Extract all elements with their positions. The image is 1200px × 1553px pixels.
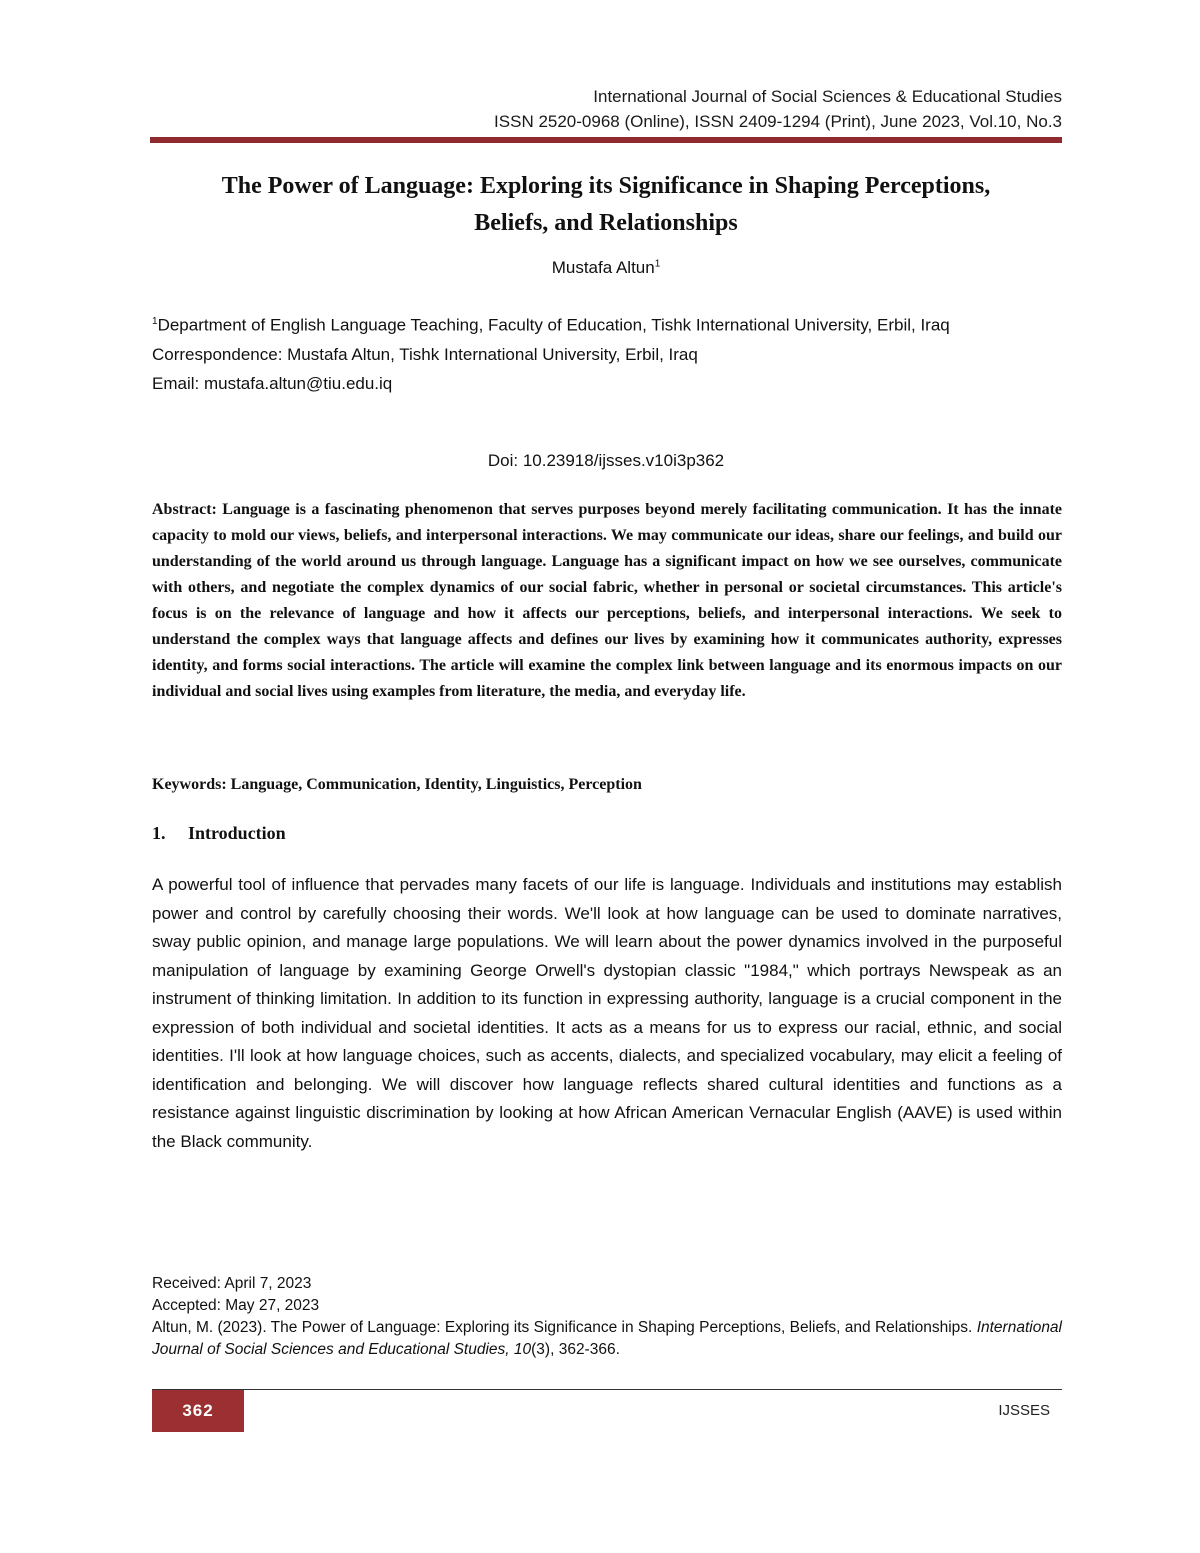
doi[interactable]: Doi: 10.23918/ijsses.v10i3p362: [487, 451, 725, 470]
citation: [152, 1317, 1062, 1361]
keywords-label: Keywords:: [152, 776, 227, 793]
author-line: [150, 258, 1062, 278]
article-title: [150, 168, 1062, 242]
citation-journal: International Journal of Social Sciences and Educational Studies, 10: [152, 1319, 1062, 1358]
email[interactable]: Email: mustafa.altun@tiu.edu.iq: [152, 373, 393, 393]
affiliation-text: Department of English Language Teaching, Faculty of Education, Tishk International University, Erbil, Iraq: [157, 315, 950, 335]
citation-tail: (3), 362-366.: [531, 1341, 620, 1358]
received-date: Received: April 7, 2023: [152, 1275, 312, 1292]
page-number-badge: 362: [152, 1390, 244, 1432]
title-line-1: The Power of Language: Exploring its Significance in Shaping Perceptions,: [221, 173, 991, 199]
correspondence: Correspondence: Mustafa Altun, Tishk International University, Erbil, Iraq: [152, 344, 698, 364]
affiliation: [152, 307, 1062, 340]
accepted-date: Accepted: May 27, 2023: [152, 1297, 320, 1314]
footer-rule: [152, 1389, 1062, 1390]
journal-abbreviation: IJSSES: [998, 1402, 1050, 1419]
journal-name: International Journal of Social Sciences & Educational Studies: [593, 87, 1062, 106]
section-number: 1.: [152, 823, 166, 843]
abstract-label: Abstract:: [152, 501, 217, 518]
section-title: Introduction: [188, 823, 286, 843]
section-heading: [152, 823, 286, 844]
affiliation-block: [152, 307, 1062, 398]
issn-line: ISSN 2520-0968 (Online), ISSN 2409-1294 (Print), June 2023, Vol.10, No.3: [494, 112, 1062, 131]
introduction-paragraph: A powerful tool of influence that pervades many facets of our life is language. Individuals and institutions may establish power and control by carefully choosing their words. We'll look at how language can be used to dominate narratives, sway public opinion, and manage large populations. We will learn about the power dynamics involved in the purposeful manipulation of language by examining George Orwell's dystopian classic "1984," which portrays Newspeak as an instrument of thinking limitation. In addition to its function in expressing authority, language is a crucial component in the expression of both individual and societal identities. It acts as a means for us to express our racial, ethnic, and social identities. I'll look at how language choices, such as accents, dialects, and specialized vocabulary, may elicit a feeling of identification and belonging. We will discover how language reflects shared cultural identities and functions as a resistance against linguistic discrimination by looking at how African American Vernacular English (AAVE) is used within the Black community.: [152, 875, 1062, 1151]
title-line-2: Beliefs, and Relationships: [474, 210, 738, 236]
abstract: [152, 497, 1062, 705]
author-name: Mustafa Altun: [551, 258, 655, 277]
header-rule: [150, 137, 1062, 143]
keywords-text: Language, Communication, Identity, Linguistics, Perception: [230, 776, 642, 793]
author-superscript: 1: [654, 258, 661, 270]
citation-text: Altun, M. (2023). The Power of Language: Exploring its Significance in Shaping Perceptions, Beliefs, and Relationships.: [152, 1319, 973, 1336]
journal-header: [494, 84, 1062, 134]
keywords: [152, 776, 1062, 794]
publication-info: [152, 1273, 1062, 1361]
abstract-text: Language is a fascinating phenomenon that serves purposes beyond merely facilitating communication. It has the innate capacity to mold our views, beliefs, and interpersonal interactions. We may communicate our ideas, share our feelings, and build our understanding of the world around us through language. Language has a significant impact on how we see ourselves, communicate with others, and negotiate the complex dynamics of our social fabric, whether in personal or societal circumstances. This article's focus is on the relevance of language and how it affects our perceptions, beliefs, and interpersonal interactions. We seek to understand the complex ways that language affects and defines our lives by examining how it communicates authority, expresses identity, and forms social interactions. The article will examine the complex link between language and its enormous impacts on our individual and social lives using examples from literature, the media, and everyday life.: [152, 501, 1063, 700]
affiliation-superscript: 1: [152, 316, 158, 327]
